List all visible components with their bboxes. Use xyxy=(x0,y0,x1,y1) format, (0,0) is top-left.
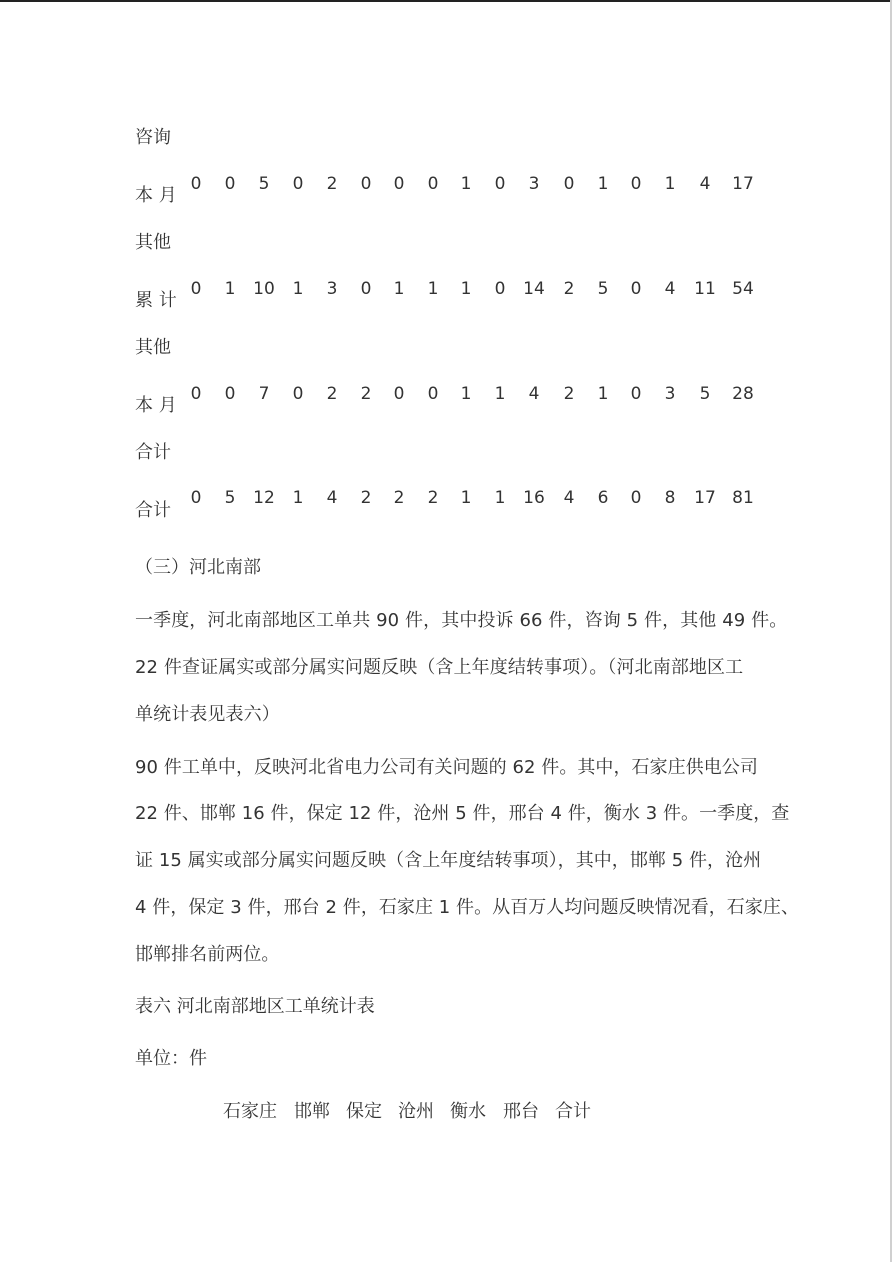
table-cell: 0 xyxy=(224,174,236,194)
table-cell: 4 xyxy=(528,384,540,404)
table-row xyxy=(0,278,892,300)
table-cell: 14 xyxy=(523,279,545,299)
table-cell: 0 xyxy=(630,174,642,194)
table-cell: 0 xyxy=(190,488,202,508)
paragraph-line: 邯郸排名前两位。 xyxy=(135,944,280,965)
column-header: 衡水 xyxy=(450,1101,486,1122)
column-header: 沧州 xyxy=(398,1101,434,1122)
table-cell: 0 xyxy=(494,174,506,194)
table-row xyxy=(0,173,892,195)
table-cell: 0 xyxy=(224,384,236,404)
table-cell: 1 xyxy=(460,174,472,194)
table-cell: 1 xyxy=(292,279,304,299)
paragraph-line: 4 件，保定 3 件，邢台 2 件，石家庄 1 件。从百万人均问题反映情况看，石家庄、 xyxy=(135,897,800,918)
row-label-top: 合计 xyxy=(135,442,171,463)
table-cell: 0 xyxy=(292,174,304,194)
table-cell: 3 xyxy=(528,174,540,194)
table-cell: 4 xyxy=(664,279,676,299)
table-cell: 1 xyxy=(460,279,472,299)
table-cell: 2 xyxy=(326,384,338,404)
table-cell: 2 xyxy=(326,174,338,194)
table-cell: 4 xyxy=(563,488,575,508)
table-cell: 1 xyxy=(664,174,676,194)
table-cell: 0 xyxy=(563,174,575,194)
table-cell: 1 xyxy=(597,384,609,404)
row-label-top: 其他 xyxy=(135,232,171,253)
table-cell: 11 xyxy=(694,279,716,299)
table-cell: 2 xyxy=(563,384,575,404)
table-cell: 1 xyxy=(494,384,506,404)
table-cell: 81 xyxy=(732,488,754,508)
table-cell: 0 xyxy=(190,384,202,404)
table-cell: 4 xyxy=(326,488,338,508)
table-cell: 2 xyxy=(427,488,439,508)
paragraph-line: 90 件工单中，反映河北省电力公司有关问题的 62 件。其中，石家庄供电公司 xyxy=(135,757,758,778)
row-label-bottom: 本 月 xyxy=(135,185,177,206)
table-cell: 12 xyxy=(253,488,275,508)
column-header: 邢台 xyxy=(503,1101,539,1122)
table-cell: 0 xyxy=(292,384,304,404)
column-header: 邯郸 xyxy=(294,1101,330,1122)
table-unit: 单位：件 xyxy=(135,1048,207,1069)
table-row xyxy=(0,487,892,509)
table-cell: 2 xyxy=(360,488,372,508)
table-cell: 5 xyxy=(597,279,609,299)
table-cell: 2 xyxy=(393,488,405,508)
column-header: 保定 xyxy=(346,1101,382,1122)
row-label-top: 咨询 xyxy=(135,127,171,148)
row-label-bottom: 累 计 xyxy=(135,290,177,311)
table-cell: 7 xyxy=(258,384,270,404)
column-header: 合计 xyxy=(555,1101,591,1122)
table-cell: 5 xyxy=(258,174,270,194)
table-cell: 0 xyxy=(393,384,405,404)
table-cell: 1 xyxy=(460,384,472,404)
row-label-top: 其他 xyxy=(135,337,171,358)
table-cell: 0 xyxy=(630,279,642,299)
table-cell: 5 xyxy=(224,488,236,508)
table-cell: 17 xyxy=(694,488,716,508)
table-cell: 10 xyxy=(253,279,275,299)
row-label-bottom: 本 月 xyxy=(135,395,177,416)
row-label-bottom: 合计 xyxy=(135,500,171,521)
table-cell: 0 xyxy=(630,488,642,508)
table-cell: 2 xyxy=(563,279,575,299)
table-cell: 1 xyxy=(460,488,472,508)
table-cell: 3 xyxy=(664,384,676,404)
table-cell: 1 xyxy=(292,488,304,508)
table-row xyxy=(0,383,892,405)
table-cell: 1 xyxy=(494,488,506,508)
table-cell: 0 xyxy=(427,384,439,404)
table-cell: 54 xyxy=(732,279,754,299)
table-cell: 0 xyxy=(360,174,372,194)
table-cell: 0 xyxy=(427,174,439,194)
table-cell: 1 xyxy=(393,279,405,299)
table-cell: 8 xyxy=(664,488,676,508)
table-cell: 6 xyxy=(597,488,609,508)
section-title: （三）河北南部 xyxy=(135,557,261,578)
column-header: 石家庄 xyxy=(223,1101,277,1122)
table-cell: 0 xyxy=(393,174,405,194)
table-cell: 28 xyxy=(732,384,754,404)
table-cell: 1 xyxy=(427,279,439,299)
table-cell: 17 xyxy=(732,174,754,194)
table-cell: 3 xyxy=(326,279,338,299)
table-cell: 1 xyxy=(224,279,236,299)
paragraph-line: 单统计表见表六） xyxy=(135,704,280,725)
table-cell: 0 xyxy=(630,384,642,404)
table-cell: 0 xyxy=(494,279,506,299)
table-caption: 表六 河北南部地区工单统计表 xyxy=(135,996,375,1017)
paragraph-line: 证 15 属实或部分属实问题反映（含上年度结转事项），其中，邯郸 5 件，沧州 xyxy=(135,850,762,871)
table-cell: 0 xyxy=(190,174,202,194)
table-cell: 4 xyxy=(699,174,711,194)
table-cell: 0 xyxy=(190,279,202,299)
table-cell: 16 xyxy=(523,488,545,508)
table-cell: 5 xyxy=(699,384,711,404)
table-cell: 2 xyxy=(360,384,372,404)
paragraph-line: 22 件查证属实或部分属实问题反映（含上年度结转事项）。（河北南部地区工 xyxy=(135,657,744,678)
table-cell: 0 xyxy=(360,279,372,299)
paragraph-line: 22 件、邯郸 16 件，保定 12 件，沧州 5 件，邢台 4 件，衡水 3 件。一季度，查 xyxy=(135,803,790,824)
table-cell: 1 xyxy=(597,174,609,194)
paragraph-line: 一季度，河北南部地区工单共 90 件，其中投诉 66 件，咨询 5 件，其他 49 件。 xyxy=(135,610,788,631)
